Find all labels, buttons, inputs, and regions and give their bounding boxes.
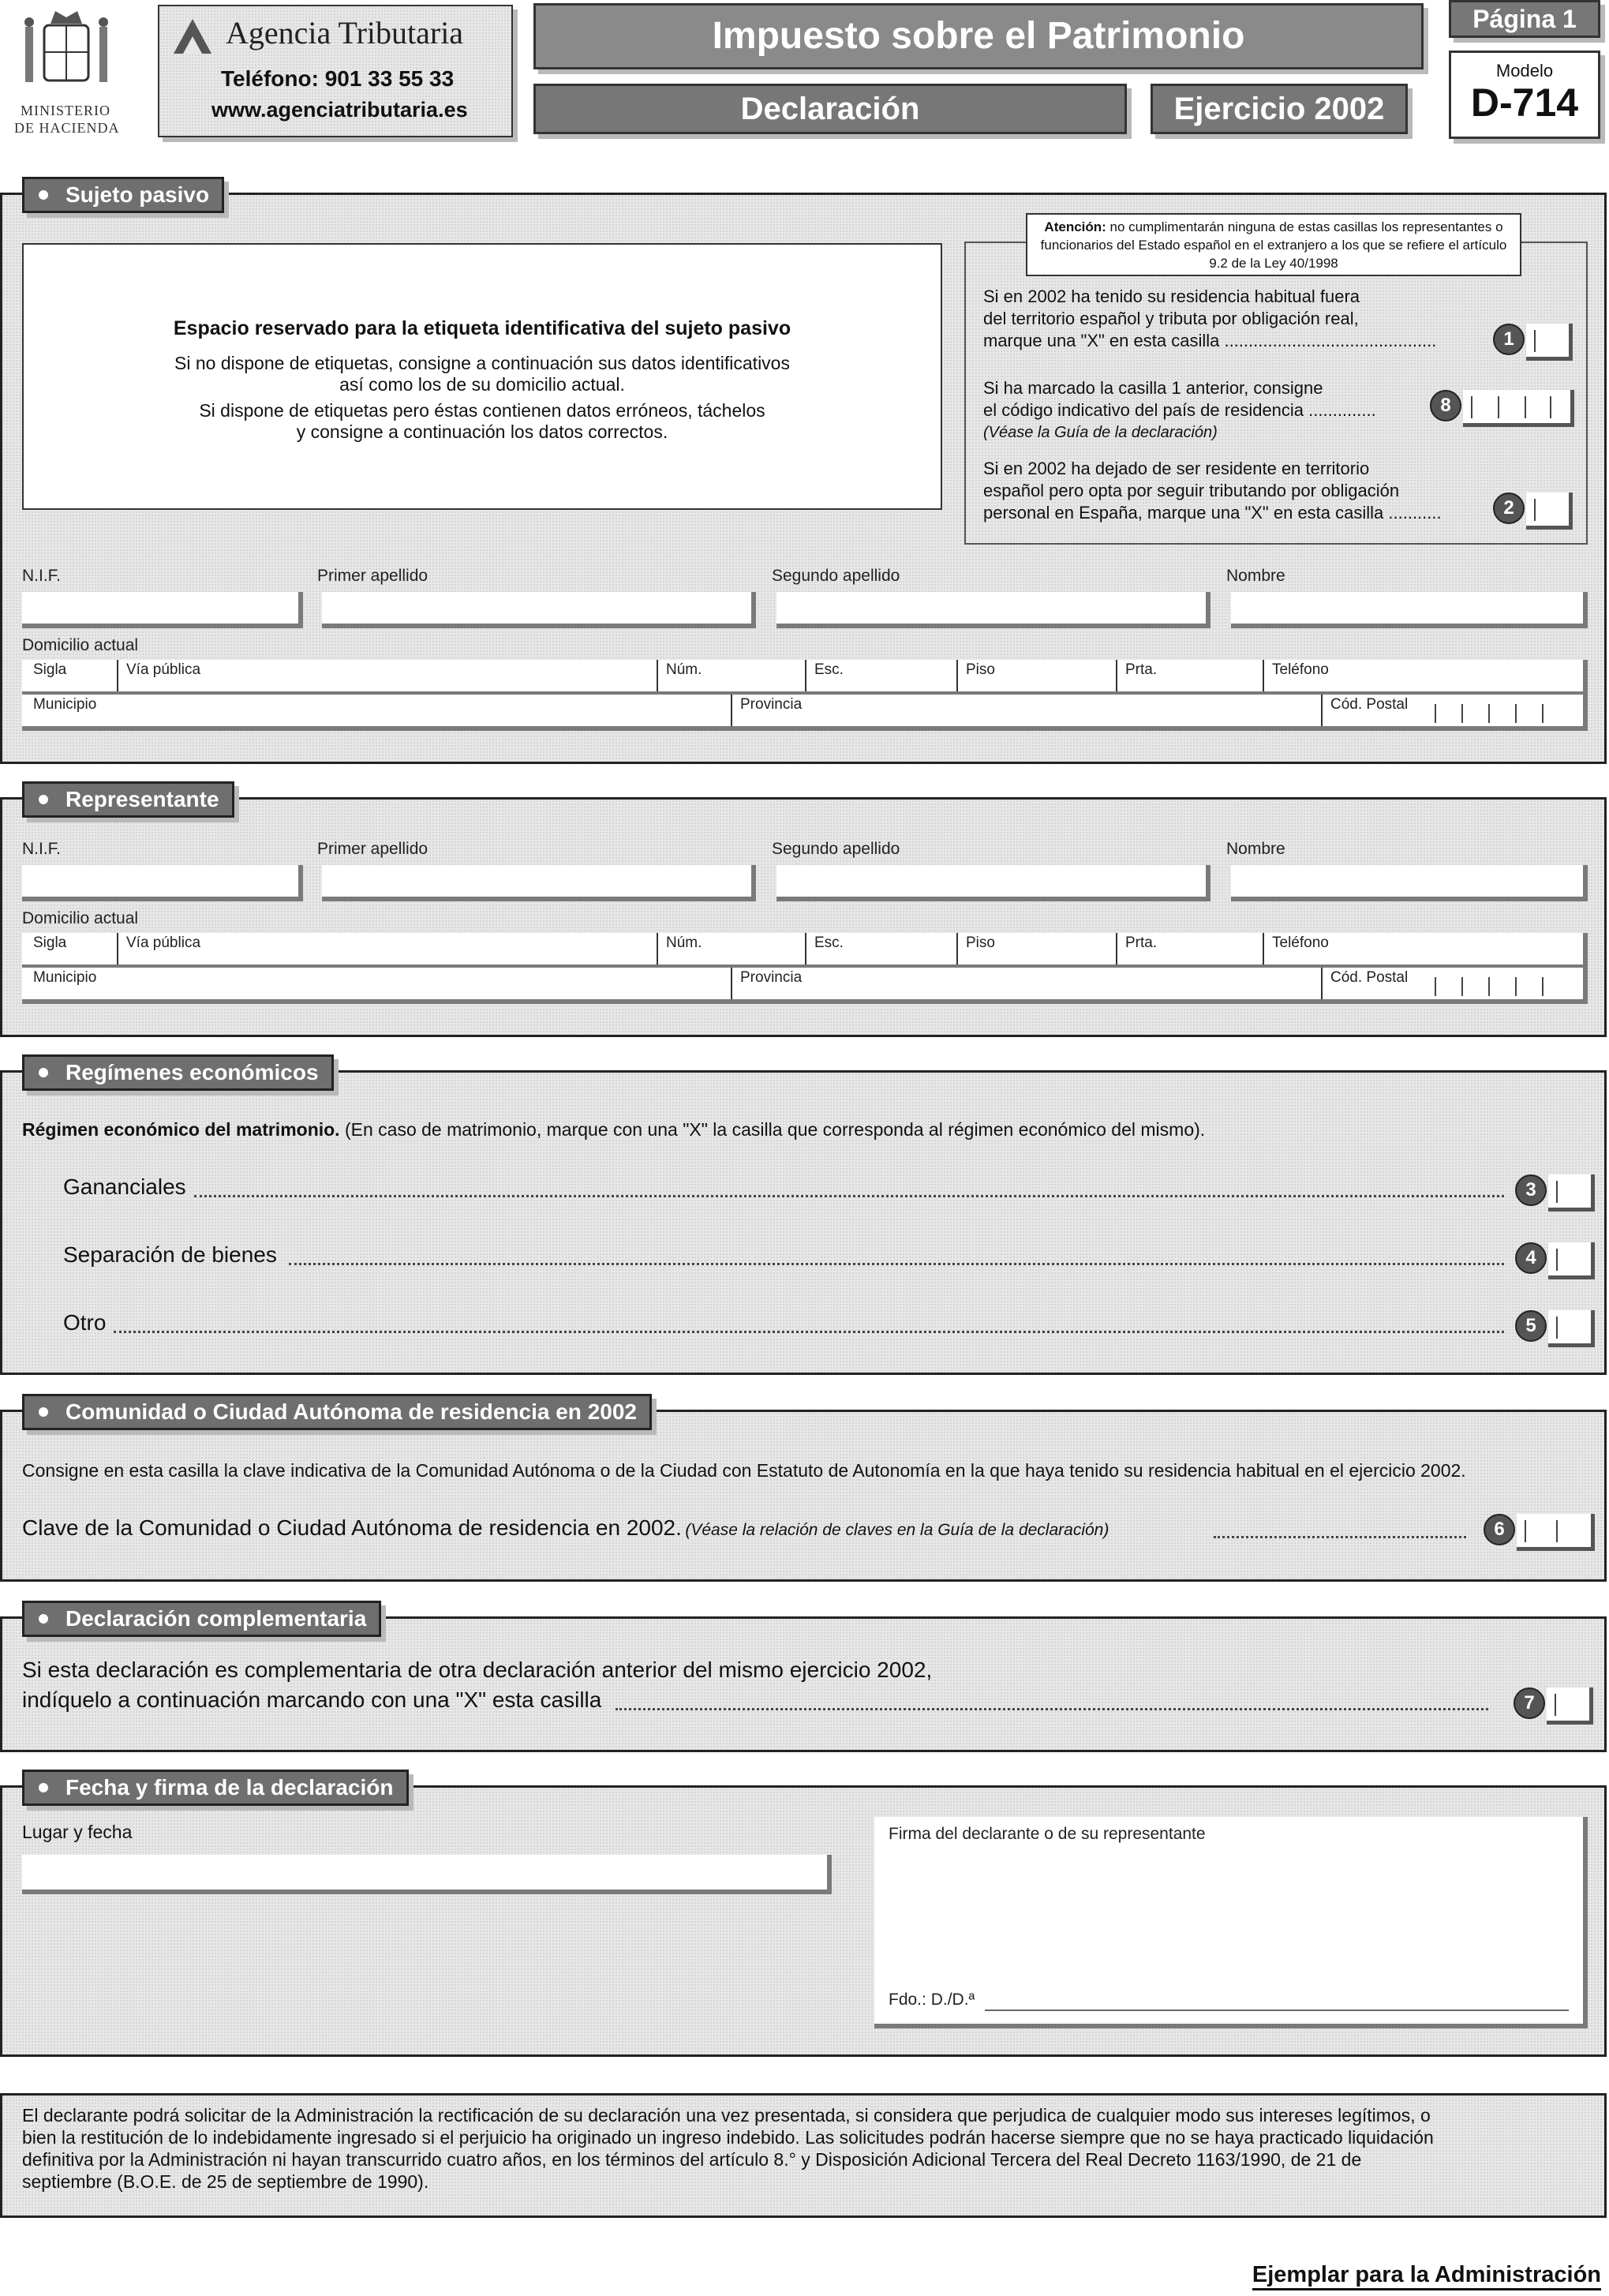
question-8 [983, 377, 1376, 444]
piso-label: Piso [966, 661, 995, 678]
municipio-label: Municipio [33, 696, 97, 713]
prta-label: Prta. [1125, 661, 1158, 678]
provincia-label: Provincia [740, 696, 803, 713]
domicilio-row-1[interactable] [22, 660, 1588, 696]
section-title: Sujeto pasivo [65, 182, 210, 207]
ministry-name-2: DE HACIENDA [14, 120, 120, 136]
primer-apellido-label: Primer apellido [317, 567, 428, 585]
q8-line-2: el código indicativo del país de residencia .............. [983, 400, 1376, 420]
agency-box [158, 5, 513, 137]
sigla-label: Sigla [33, 935, 67, 951]
telefono-field[interactable] [1263, 660, 1329, 691]
via-publica-field[interactable] [117, 933, 201, 964]
via-publica-field[interactable] [117, 660, 201, 691]
section-tag-regimenes [22, 1054, 334, 1091]
casilla-4-number: 4 [1515, 1242, 1547, 1274]
casilla-5-checkbox[interactable] [1548, 1310, 1595, 1347]
casilla-3-checkbox[interactable] [1548, 1174, 1595, 1212]
comunidad-clave-label: Clave de la Comunidad o Ciudad Autónoma de residencia en 2002. [22, 1515, 682, 1540]
nombre-label: Nombre [1226, 567, 1285, 585]
firma-box[interactable] [874, 1817, 1588, 2028]
copy-label: Ejemplar para la Administración [1252, 2262, 1601, 2290]
question-1 [983, 286, 1436, 352]
provincia-field[interactable] [731, 695, 803, 726]
section-regimenes [0, 1070, 1607, 1375]
q2-line-1: Si en 2002 ha dejado de ser residente en territorio [983, 459, 1370, 478]
num-label: Núm. [666, 935, 702, 951]
label-reserved-area [22, 243, 942, 510]
segundo-apellido-label: Segundo apellido [772, 567, 900, 585]
section-title: Fecha y firma de la declaración [65, 1775, 394, 1800]
telefono-label: Teléfono [1272, 661, 1329, 678]
ejercicio-year: Ejercicio 2002 [1173, 92, 1385, 126]
comunidad-intro: Consigne en esta casilla la clave indicativa de la Comunidad Autónoma o de la Ciudad con Estatuto de Autonomía en la que haya tenido su residencia habitual en el ejercicio 2002. [22, 1460, 1466, 1481]
agency-name: Agencia Tributaria [226, 15, 464, 51]
legal-notice-text [22, 2104, 1585, 2193]
complementaria-leader [616, 1708, 1488, 1710]
segundo-apellido-input[interactable] [776, 592, 1210, 628]
section-title: Representante [65, 787, 219, 811]
fdo-label: Fdo.: D./D.ª [889, 1991, 975, 2009]
prta-field[interactable] [1116, 933, 1158, 964]
q1-line-3: marque una "X" en esta casilla ............................................ [983, 331, 1437, 350]
rep-nif-label: N.I.F. [22, 840, 62, 858]
domicilio-label: Domicilio actual [22, 636, 139, 654]
label-reserved-text-3: Si dispone de etiquetas pero éstas contienen datos erróneos, táchelos [199, 400, 765, 421]
sigla-label: Sigla [33, 661, 67, 678]
ministry-name-1: MINISTERIO [21, 103, 110, 118]
municipio-label: Municipio [33, 969, 97, 986]
comunidad-clave-note: (Véase la relación de claves en la Guía de la declaración) [685, 1521, 1109, 1539]
cod-postal-label: Cód. Postal [1330, 969, 1409, 986]
ejercicio-banner [1151, 84, 1408, 134]
label-reserved-text-2: así como los de su domicilio actual. [339, 374, 625, 395]
esc-field[interactable] [805, 660, 844, 691]
label-reserved-title: Espacio reservado para la etiqueta identificativa del sujeto pasivo [173, 317, 791, 339]
ministry-logo [14, 3, 125, 137]
casilla-1-number: 1 [1493, 324, 1525, 355]
section-title: Regímenes económicos [65, 1060, 319, 1084]
coat-of-arms-icon [14, 3, 125, 98]
agency-website: www.agenciatributaria.es [211, 98, 468, 122]
lugar-fecha-label: Lugar y fecha [22, 1822, 133, 1842]
casilla-6-number: 6 [1484, 1514, 1515, 1545]
attention-bold: Atención: [1044, 219, 1106, 234]
q8-line-3: (Véase la Guía de la declaración) [983, 424, 1218, 441]
agency-logo-icon [170, 13, 215, 57]
rep-nombre-input[interactable] [1231, 865, 1588, 901]
casilla-4-checkbox[interactable] [1548, 1242, 1595, 1279]
otro-leader [114, 1331, 1504, 1333]
q1-line-1: Si en 2002 ha tenido su residencia habitual fuera [983, 287, 1360, 306]
bullet-icon [39, 1614, 48, 1624]
q8-line-1: Si ha marcado la casilla 1 anterior, consigne [983, 378, 1323, 398]
page-badge [1449, 0, 1600, 38]
casilla-8-number: 8 [1430, 390, 1461, 421]
firma-label: Firma del declarante o de su representante [889, 1825, 1206, 1843]
regimen-intro [22, 1119, 1205, 1141]
piso-label: Piso [966, 935, 995, 951]
esc-field[interactable] [805, 933, 844, 964]
page-number: Página 1 [1472, 5, 1577, 33]
form-subtitle: Declaración [740, 92, 920, 126]
bullet-icon [39, 1783, 48, 1792]
legal-line-4: septiembre (B.O.E. de 25 de septiembre de 1990). [22, 2171, 429, 2192]
comunidad-clave-row [22, 1515, 1109, 1541]
provincia-field[interactable] [731, 968, 803, 999]
rep-primer-apellido-label: Primer apellido [317, 840, 428, 858]
regimen-intro-text: (En caso de matrimonio, marque con una "X" la casilla que corresponda al régimen económico del mismo). [344, 1119, 1206, 1140]
section-title: Declaración complementaria [65, 1606, 367, 1631]
otro-label: Otro [63, 1310, 107, 1335]
bullet-icon [39, 1407, 48, 1417]
form-title: Impuesto sobre el Patrimonio [712, 15, 1245, 57]
rep-segundo-apellido-label: Segundo apellido [772, 840, 900, 858]
prta-field[interactable] [1116, 660, 1158, 691]
bullet-icon [39, 795, 48, 804]
via-publica-label: Vía pública [126, 661, 201, 678]
provincia-label: Provincia [740, 969, 803, 986]
casilla-7-checkbox[interactable] [1547, 1687, 1593, 1725]
label-reserved-text-4: y consigne a continuación los datos correctos. [296, 421, 668, 442]
attention-note [1026, 213, 1521, 276]
rep-domicilio-row-1[interactable] [22, 933, 1588, 969]
casilla-6-clave[interactable] [1517, 1514, 1595, 1551]
legal-line-2: bien la restitución de lo indebidamente ingresado si el perjuicio ha originado un ingreso indebido. Las solicitudes podrán hacerse siempre que no se haya practicado liquidación [22, 2127, 1434, 2148]
section-title: Comunidad o Ciudad Autónoma de residencia en 2002 [65, 1399, 637, 1424]
casilla-2-checkbox[interactable] [1526, 493, 1573, 530]
casilla-5-number: 5 [1515, 1310, 1547, 1342]
separacion-leader [289, 1263, 1504, 1265]
nif-input[interactable] [22, 592, 303, 628]
esc-label: Esc. [814, 935, 844, 951]
lugar-fecha-input[interactable] [22, 1855, 832, 1894]
casilla-7-number: 7 [1514, 1687, 1545, 1719]
section-comunidad [0, 1410, 1607, 1582]
subtitle-banner [533, 84, 1127, 134]
fdo-line [985, 2009, 1569, 2011]
piso-field[interactable] [956, 933, 995, 964]
primer-apellido-input[interactable] [322, 592, 756, 628]
rep-domicilio-label: Domicilio actual [22, 909, 139, 927]
bullet-icon [39, 1068, 48, 1077]
rep-domicilio-row-2[interactable] [22, 968, 1588, 1004]
num-field[interactable] [657, 933, 702, 964]
casilla-1-checkbox[interactable] [1526, 324, 1573, 361]
bullet-icon [39, 190, 48, 200]
via-publica-label: Vía pública [126, 935, 201, 951]
section-tag-firma [22, 1770, 409, 1806]
num-field[interactable] [657, 660, 702, 691]
q1-line-2: del territorio español y tributa por obligación real, [983, 309, 1359, 328]
regimen-intro-bold: Régimen económico del matrimonio. [22, 1119, 340, 1140]
comunidad-leader [1214, 1536, 1466, 1538]
nombre-input[interactable] [1231, 592, 1588, 628]
legal-line-3: definitiva por la Administración ni hayan transcurrido cuatro años, en los términos del artículo 8.° y Disposición Adicional Tercera del Real Decreto 1163/1990, de 21 de [22, 2149, 1362, 2170]
complementaria-line-1: Si esta declaración es complementaria de otra declaración anterior del mismo ejercicio 2002, [22, 1657, 933, 1682]
prta-label: Prta. [1125, 935, 1158, 951]
section-tag-sujeto [22, 177, 224, 213]
telefono-field[interactable] [1263, 933, 1329, 964]
cod-postal-label: Cód. Postal [1330, 696, 1409, 713]
rep-nombre-label: Nombre [1226, 840, 1285, 858]
section-tag-comunidad [22, 1394, 652, 1430]
question-2 [983, 458, 1442, 524]
rep-primer-apellido-input[interactable] [322, 865, 756, 901]
q2-line-2: español pero opta por seguir tributando por obligación [983, 481, 1400, 500]
agency-phone: Teléfono: 901 33 55 33 [221, 66, 455, 91]
num-label: Núm. [666, 661, 702, 678]
telefono-label: Teléfono [1272, 935, 1329, 951]
esc-label: Esc. [814, 661, 844, 678]
casilla-3-number: 3 [1515, 1174, 1547, 1206]
attention-text: no cumplimentarán ninguna de estas casillas los representantes o funcionarios del Estado español en el extranjero a los que se refiere el artículo 9.2 de la Ley 40/1998 [1040, 219, 1507, 271]
section-tag-complementaria [22, 1601, 381, 1637]
section-tag-representante [22, 781, 234, 818]
legal-line-1: El declarante podrá solicitar de la Administración la rectificación de su declaración una vez presentada, si considera que perjudica de cualquier modo sus intereses legítimos, o [22, 2105, 1431, 2126]
title-banner [533, 3, 1424, 69]
label-reserved-text-1: Si no dispone de etiquetas, consigne a continuación sus datos identificativos [174, 353, 790, 373]
casilla-2-number: 2 [1493, 493, 1525, 524]
complementaria-line-2: indíquelo a continuación marcando con una "X" esta casilla [22, 1687, 602, 1712]
piso-field[interactable] [956, 660, 995, 691]
cod-postal-field[interactable] [1321, 968, 1409, 999]
modelo-label: Modelo [1495, 61, 1554, 81]
q2-line-3: personal en España, marque una "X" en esta casilla ........... [983, 503, 1442, 522]
nif-label: N.I.F. [22, 567, 62, 585]
gananciales-leader [194, 1195, 1504, 1197]
domicilio-row-2[interactable] [22, 695, 1588, 731]
cod-postal-field[interactable] [1321, 695, 1409, 726]
modelo-code: D-714 [1470, 81, 1579, 125]
casilla-8-country-code[interactable] [1463, 390, 1574, 427]
rep-segundo-apellido-input[interactable] [776, 865, 1210, 901]
modelo-box [1449, 51, 1600, 139]
separacion-bienes-label: Separación de bienes [63, 1242, 277, 1267]
gananciales-label: Gananciales [63, 1174, 186, 1199]
rep-nif-input[interactable] [22, 865, 303, 901]
